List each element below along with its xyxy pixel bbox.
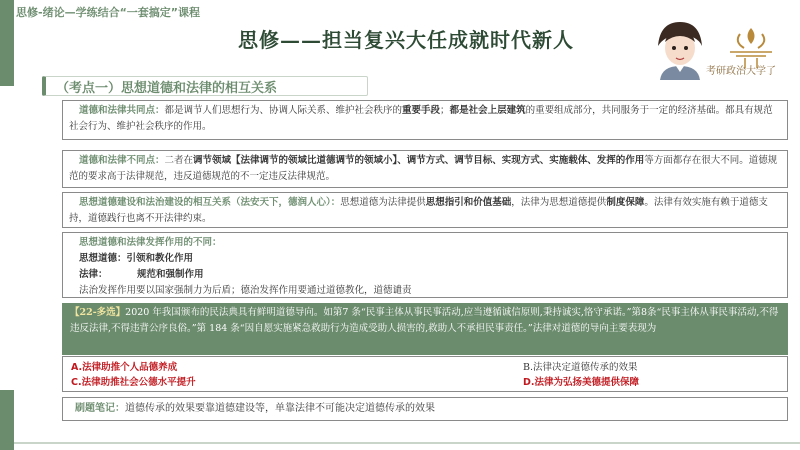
section-title: （考点一）思想道德和法律的相互关系 [56,81,278,96]
notes-label: 刷题笔记： [75,403,125,414]
similarity-box [62,100,788,140]
page-title: 思修——担当复兴大任成就时代新人 [238,28,574,52]
avatar [648,16,712,80]
similarity-emphasis-1: 重要手段 [402,105,441,116]
similarity-label: 道德和法律共同点： [79,105,165,116]
difference-box [62,150,788,188]
function-row1-value: 引领和教化作用 [126,253,194,264]
relationship-text-3: 。法律有效实施有赖于道德支持，道德践行也离不开法律约束。 [69,197,768,224]
function-row1-key: 思想道德： [79,253,127,264]
option-d[interactable]: D.法律为弘扬美德提供保障 [523,377,639,388]
relationship-box [62,192,788,228]
similarity-sep: ； [440,105,450,116]
difference-label: 道德和法律不同点： [79,155,165,166]
function-row2-value: 规范和强制作用 [137,269,204,280]
difference-text-1: 二者在 [164,155,194,166]
notes-text: 道德传承的效果要靠道德建设等，单靠法律不可能决定道德传承的效果 [125,403,435,414]
function-label: 思想道德和法律发挥作用的不同： [79,237,222,248]
relationship-text-1: 思想道德为法律提供 [340,197,426,208]
similarity-emphasis-2: 都是社会上层建筑 [449,105,526,116]
option-c[interactable]: C.法律助推社会公德水平提升 [71,377,196,388]
question-text: 2020 年我国颁布的民法典具有鲜明道德导向。如第7 条“民事主体从事民事活动,应当遵循诚信原则,秉持诚实,恪守承诺。”第8条“民事主体从事民事活动,不得违反法律,不得违背公序良俗。”第 184 条“因自愿实施紧急救助行为造成受助人损害的,救助人不承担民事责任。”法律对道德的导向主要表现为 [70,307,779,334]
function-row2-key: 法律： [79,269,108,280]
difference-emphasis: 调节领域【法律调节的领域比道德调节的领域小】、调节方式、调节目标、实现方式、实施载体、发挥的作用 [193,155,645,166]
option-a[interactable]: A.法律助推个人品德养成 [71,362,178,373]
function-box [62,232,788,298]
relationship-label: 思想道德建设和法治建设的相互关系（法安天下，德润人心）： [79,197,341,208]
question-box [62,303,788,355]
function-row3: 法治发挥作用要以国家强制力为后盾；德治发挥作用要通过道德教化，道德谴责 [79,285,412,296]
corner-decoration-top [0,0,14,86]
relationship-emphasis-2: 制度保障 [606,197,645,208]
question-tag: 【22-多选】 [70,307,126,318]
similarity-text-1: 都是调节人们思想行为、协调人际关系、维护社会秩序的 [164,105,403,116]
option-b[interactable]: B.法律决定道德传承的效果 [523,362,638,373]
course-label: 思修-绪论—学练结合“一套搞定”课程 [16,6,201,19]
relationship-text-2: ，法律为思想道德提供 [511,197,607,208]
relationship-emphasis-1: 思想指引和价值基础 [425,197,512,208]
similarity-text-2: 的重要组成部分，共同服务于一定的经济基础。都具有规范社会行为、维护社会秩序的作用。 [69,105,773,132]
notes-box [62,397,788,421]
corner-decoration-bottom [0,390,14,450]
brand-text: 考研政治大学了 [706,66,776,77]
bottom-divider [14,442,800,444]
options-box [62,356,788,392]
difference-text-2: 等方面都存在很大不同。道德规范的要求高于法律规范，违反道德规范的不一定违反法律规范。 [69,155,778,182]
